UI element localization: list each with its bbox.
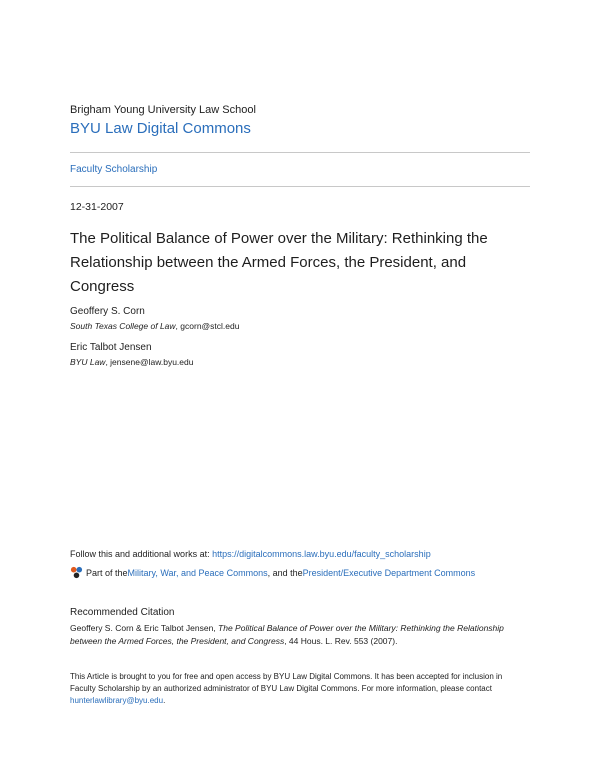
citation-title: The Political Balance of Power over the Military: Rethinking the Relationship between the Armed Forces, the President, and Congress <box>70 623 504 646</box>
faculty-scholarship-url[interactable]: https://digitalcommons.law.byu.edu/faculty_scholarship <box>212 549 431 559</box>
contact-email-link[interactable]: hunterlawlibrary@byu.edu <box>70 696 164 705</box>
divider-top <box>70 152 530 153</box>
repository-link[interactable]: BYU Law Digital Commons <box>70 120 251 137</box>
author-institution: South Texas College of Law <box>70 321 176 331</box>
institution-name: Brigham Young University Law School <box>70 104 256 116</box>
citation-source: , 44 Hous. L. Rev. 553 (2007). <box>284 636 398 646</box>
president-executive-commons-link[interactable]: President/Executive Department Commons <box>302 567 476 578</box>
divider-series <box>70 186 530 187</box>
author-email: jensene@law.byu.edu <box>110 357 194 367</box>
author-email: gcorn@stcl.edu <box>180 321 240 331</box>
creative-commons-network-icon <box>70 566 83 579</box>
citation-text <box>70 622 530 648</box>
article-title: The Political Balance of Power over the Military: Rethinking the Relationship between the Armed Forces, the President, and Congress <box>70 230 488 295</box>
author-affiliation: BYU Law, jensene@law.byu.edu <box>70 357 194 367</box>
part-of-middle: , and the <box>267 567 303 578</box>
part-of-prefix: Part of the <box>86 567 128 578</box>
publication-date: 12-31-2007 <box>70 201 124 213</box>
author-affiliation: South Texas College of Law, gcorn@stcl.edu <box>70 321 240 331</box>
follow-line <box>70 549 431 559</box>
access-notice: This Article is brought to you for free and open access by BYU Law Digital Commons. It has been accepted for inclusion in Faculty Scholarship by an authorized administrator of BYU Law Digital Commons. For more information, please contact hunterlawlibrary@byu.edu. <box>70 672 503 705</box>
author-institution: BYU Law <box>70 357 106 367</box>
author-name: Geoffery S. Corn <box>70 306 145 317</box>
citation-authors: Geoffery S. Corn & Eric Talbot Jensen, <box>70 623 219 633</box>
access-notice-text: This Article is brought to you for free and open access by BYU Law Digital Commons. It has been accepted for inclusion in Faculty Scholarship by an authorized administrator of BYU Law Digital Commons. For more information, please contact <box>70 672 503 693</box>
follow-text: Follow this and additional works at: <box>70 549 213 559</box>
part-of-line <box>70 566 475 579</box>
author-name: Eric Talbot Jensen <box>70 342 152 353</box>
series-link[interactable]: Faculty Scholarship <box>70 164 158 175</box>
military-war-peace-commons-link[interactable]: Military, War, and Peace Commons <box>127 567 268 578</box>
recommended-citation-heading: Recommended Citation <box>70 607 175 618</box>
